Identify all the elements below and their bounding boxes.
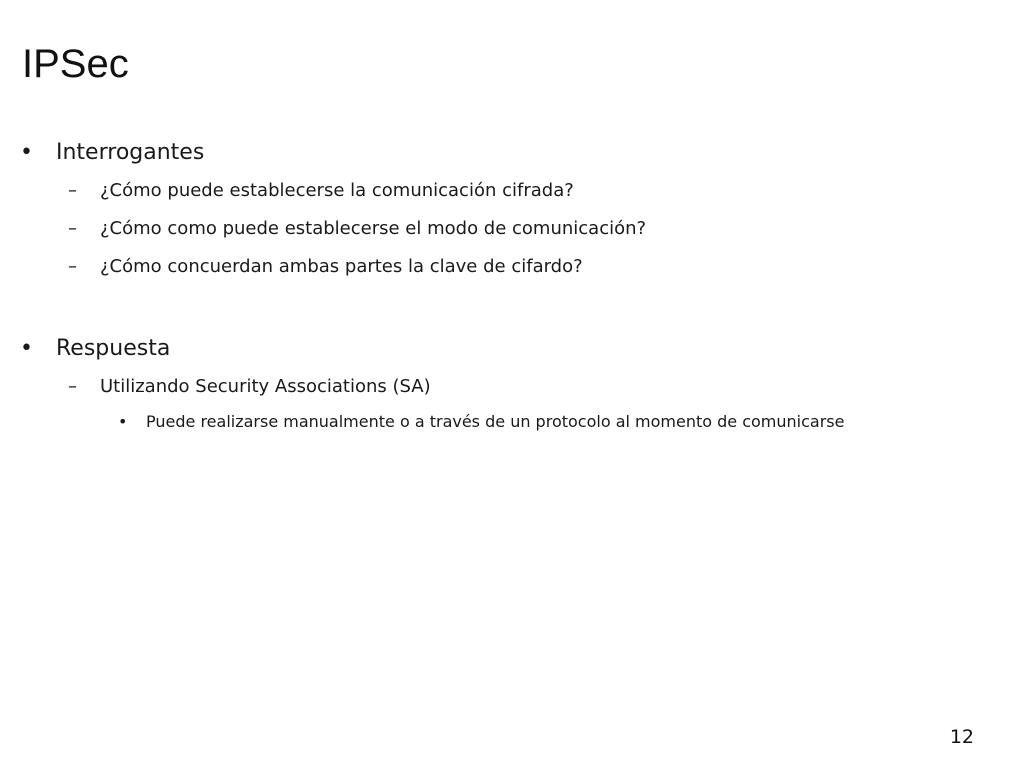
bullet-marker-small: • [118, 412, 128, 431]
sub-sub-item-text: Puede realizarse manualmente o a través de un protocolo al momento de comunicarse [146, 412, 845, 431]
slide-title: IPSec [22, 42, 129, 86]
sub-item-text: Utilizando Security Associations (SA) [100, 376, 431, 397]
page-number: 12 [949, 726, 974, 748]
bullet-marker: • [20, 140, 33, 165]
dash-marker: – [68, 256, 77, 277]
bullet-label: Interrogantes [56, 140, 205, 165]
sub-item-text: ¿Cómo puede establecerse la comunicación cifrada? [100, 180, 574, 201]
sub-item-text: ¿Cómo concuerdan ambas partes la clave de cifardo? [100, 256, 583, 277]
dash-marker: – [68, 218, 77, 239]
sub-item-text: ¿Cómo como puede establecerse el modo de comunicación? [100, 218, 647, 239]
bullet-label: Respuesta [56, 336, 171, 361]
dash-marker: – [68, 180, 77, 201]
dash-marker: – [68, 376, 77, 397]
bullet-marker: • [20, 336, 33, 361]
